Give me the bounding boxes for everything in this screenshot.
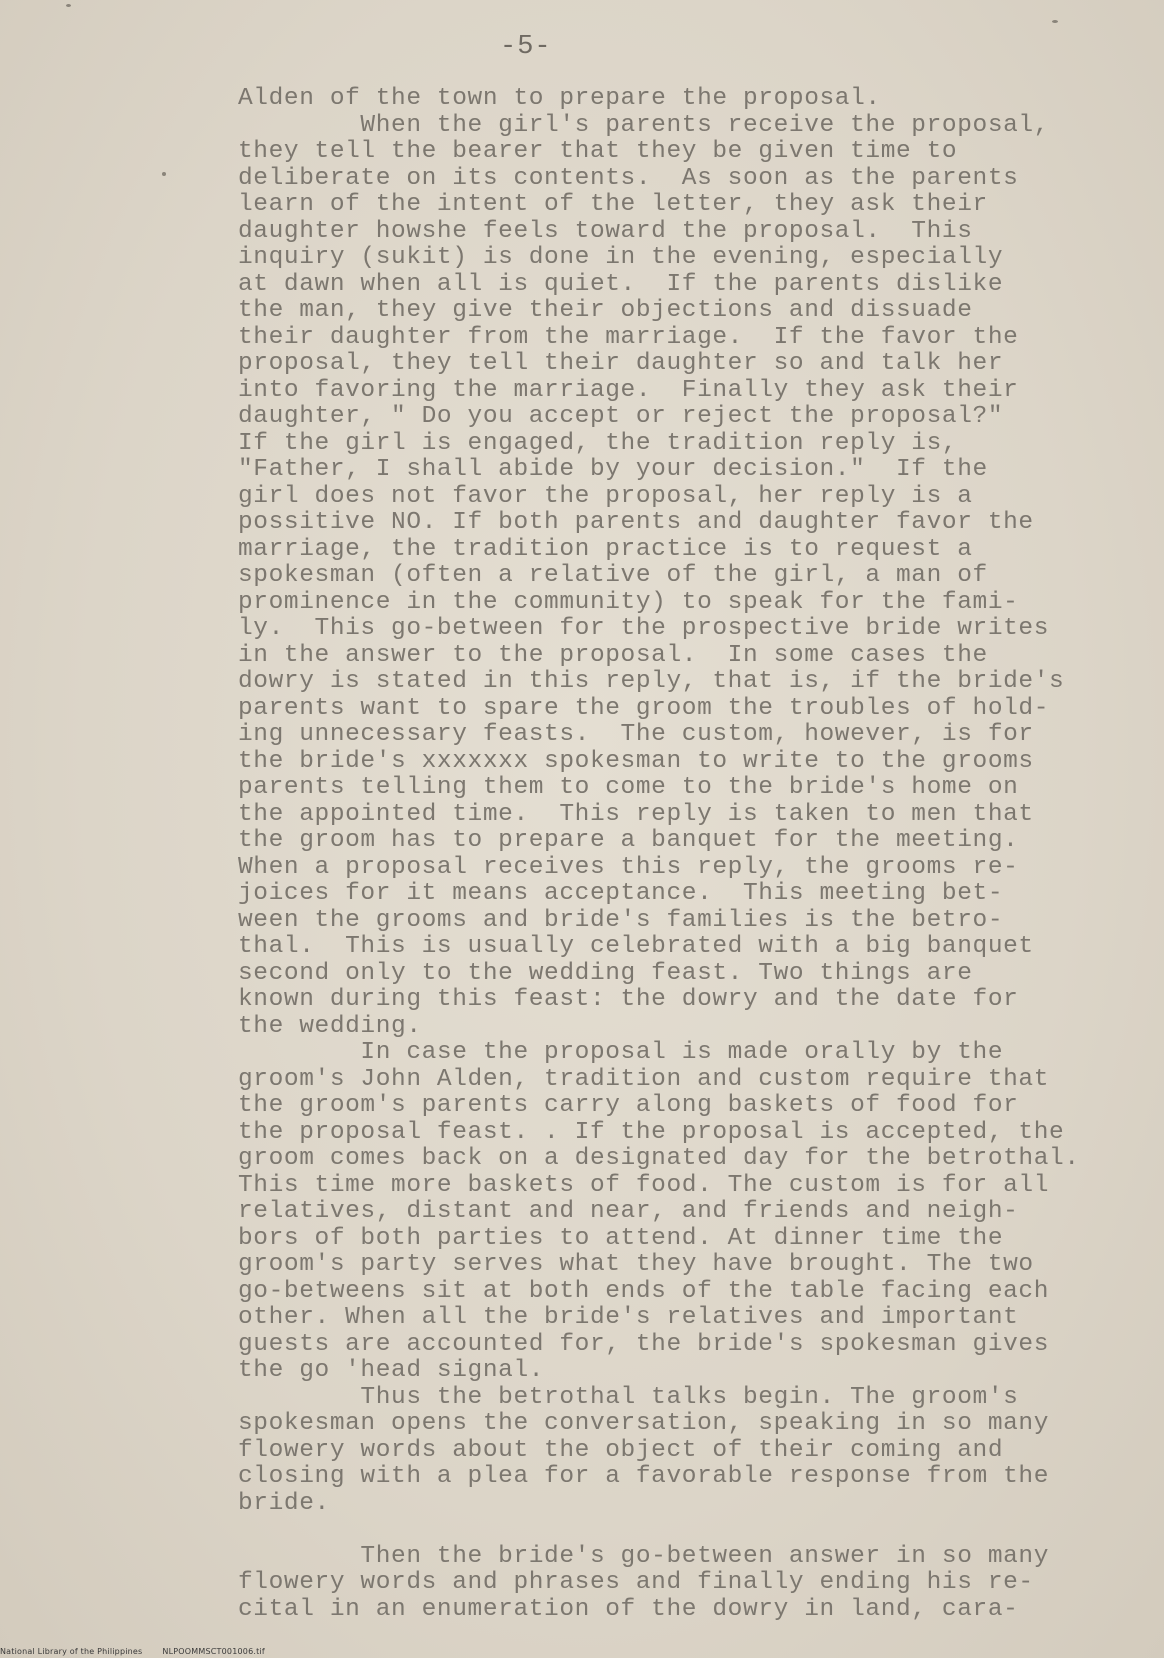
library-name: National Library of the Philippines [0,1647,143,1656]
typed-line: ween the grooms and bride's families is the betro- [238,906,1004,934]
page-number: -5- [500,32,552,62]
typed-line: This time more baskets of food. The custom is for all [238,1171,1050,1199]
typed-line [238,1517,1118,1544]
typed-line: parents want to spare the groom the troubles of hold- [238,694,1050,722]
paper-speck [162,172,166,176]
typed-line: girl does not favor the proposal, her reply is a [238,482,973,510]
typed-line: spokesman opens the conversation, speaking in so many [238,1410,1050,1437]
typed-line: groom's party serves what they have brought. The two [238,1251,1034,1278]
typed-line: flowery words and phrases and finally ending his re- [238,1569,1034,1596]
typed-line: the groom has to prepare a banquet for the meeting. [238,827,1019,854]
typed-line: guests are accounted for, the bride's spokesman gives [238,1330,1050,1358]
typed-line: other. When all the bride's relatives and important [238,1304,1019,1331]
typed-line: bors of both parties to attend. At dinner time the [238,1224,1004,1252]
typed-line: the bride's xxxxxxx spokesman to write to the grooms [238,747,1034,775]
typed-line: inquiry (sukit) is done in the evening, especially [238,244,1004,271]
typed-line: parents telling them to come to the bride's home on [238,774,1019,801]
typed-line: ing unnecessary feasts. The custom, however, is for [238,721,1034,748]
typed-line: proposal, they tell their daughter so and talk her [238,350,1004,377]
typed-line: second only to the wedding feast. Two things are [238,959,973,987]
typed-line: spokesman (often a relative of the girl, a man of [238,562,988,589]
typed-line: closing with a plea for a favorable response from the [238,1463,1050,1490]
typed-line: daughter, " Do you accept or reject the proposal?" [238,403,1004,430]
typed-line: their daughter from the marriage. If the favor the [238,323,1019,351]
typed-line: deliberate on its contents. As soon as the parents [238,164,1019,192]
typed-line: dowry is stated in this reply, that is, if the bride's [238,668,1065,695]
typed-line: joices for it means acceptance. This meeting bet- [238,880,1004,907]
paper-speck [1052,20,1058,23]
typed-line: daughter howshe feels toward the proposal. This [238,217,973,245]
typed-line: Alden of the town to prepare the proposal. [238,85,881,112]
typed-line: known during this feast: the dowry and the date for [238,986,1019,1013]
typed-line: Thus the betrothal talks begin. The groom's [238,1383,1019,1411]
typed-line: prominence in the community) to speak for the fami- [238,588,1019,616]
typed-line: go-betweens sit at both ends of the table facing each [238,1277,1050,1305]
typed-line: into favoring the marriage. Finally they ask their [238,376,1019,404]
typed-line: When the girl's parents receive the proposal, [238,111,1050,139]
typed-line: they tell the bearer that they be given time to [238,138,958,165]
typed-line: the wedding. [238,1012,422,1040]
typed-line: groom's John Alden, tradition and custom require that [238,1065,1050,1093]
paper-speck [66,4,71,7]
typed-line: bride. [238,1489,330,1517]
typed-line: ly. This go-between for the prospective bride writes [238,615,1050,642]
typed-line: marriage, the tradition practice is to request a [238,535,973,563]
file-name: NLPOOMMSCT001006.tif [162,1647,265,1656]
typed-line: When a proposal receives this reply, the grooms re- [238,853,1019,881]
typed-line: the man, they give their objections and dissuade [238,297,973,324]
typed-line: relatives, distant and near, and friends and neigh- [238,1198,1019,1225]
typed-line: "Father, I shall abide by your decision." If the [238,456,988,483]
archive-footer [0,1647,265,1656]
typed-line: the appointed time. This reply is taken to men that [238,800,1034,828]
typed-line: thal. This is usually celebrated with a big banquet [238,933,1034,960]
typed-line: Then the bride's go-between answer in so many [238,1542,1050,1570]
typed-line: the groom's parents carry along baskets of food for [238,1092,1019,1119]
typed-line: in the answer to the proposal. In some cases the [238,641,988,669]
typed-line: groom comes back on a designated day for the betrothal. [238,1145,1080,1172]
typed-line: flowery words about the object of their coming and [238,1436,1004,1464]
typed-line: In case the proposal is made orally by the [238,1039,1004,1066]
typed-line: If the girl is engaged, the tradition reply is, [238,429,958,457]
typed-line: possitive NO. If both parents and daughter favor the [238,509,1034,536]
typed-line: at dawn when all is quiet. If the parents dislike [238,270,1004,298]
typed-body-text [238,86,1118,1623]
typed-line: the go 'head signal. [238,1357,545,1384]
typed-line: the proposal feast. . If the proposal is accepted, the [238,1118,1065,1146]
typed-line: cital in an enumeration of the dowry in land, cara- [238,1595,1019,1623]
typed-line: learn of the intent of the letter, they ask their [238,191,988,218]
